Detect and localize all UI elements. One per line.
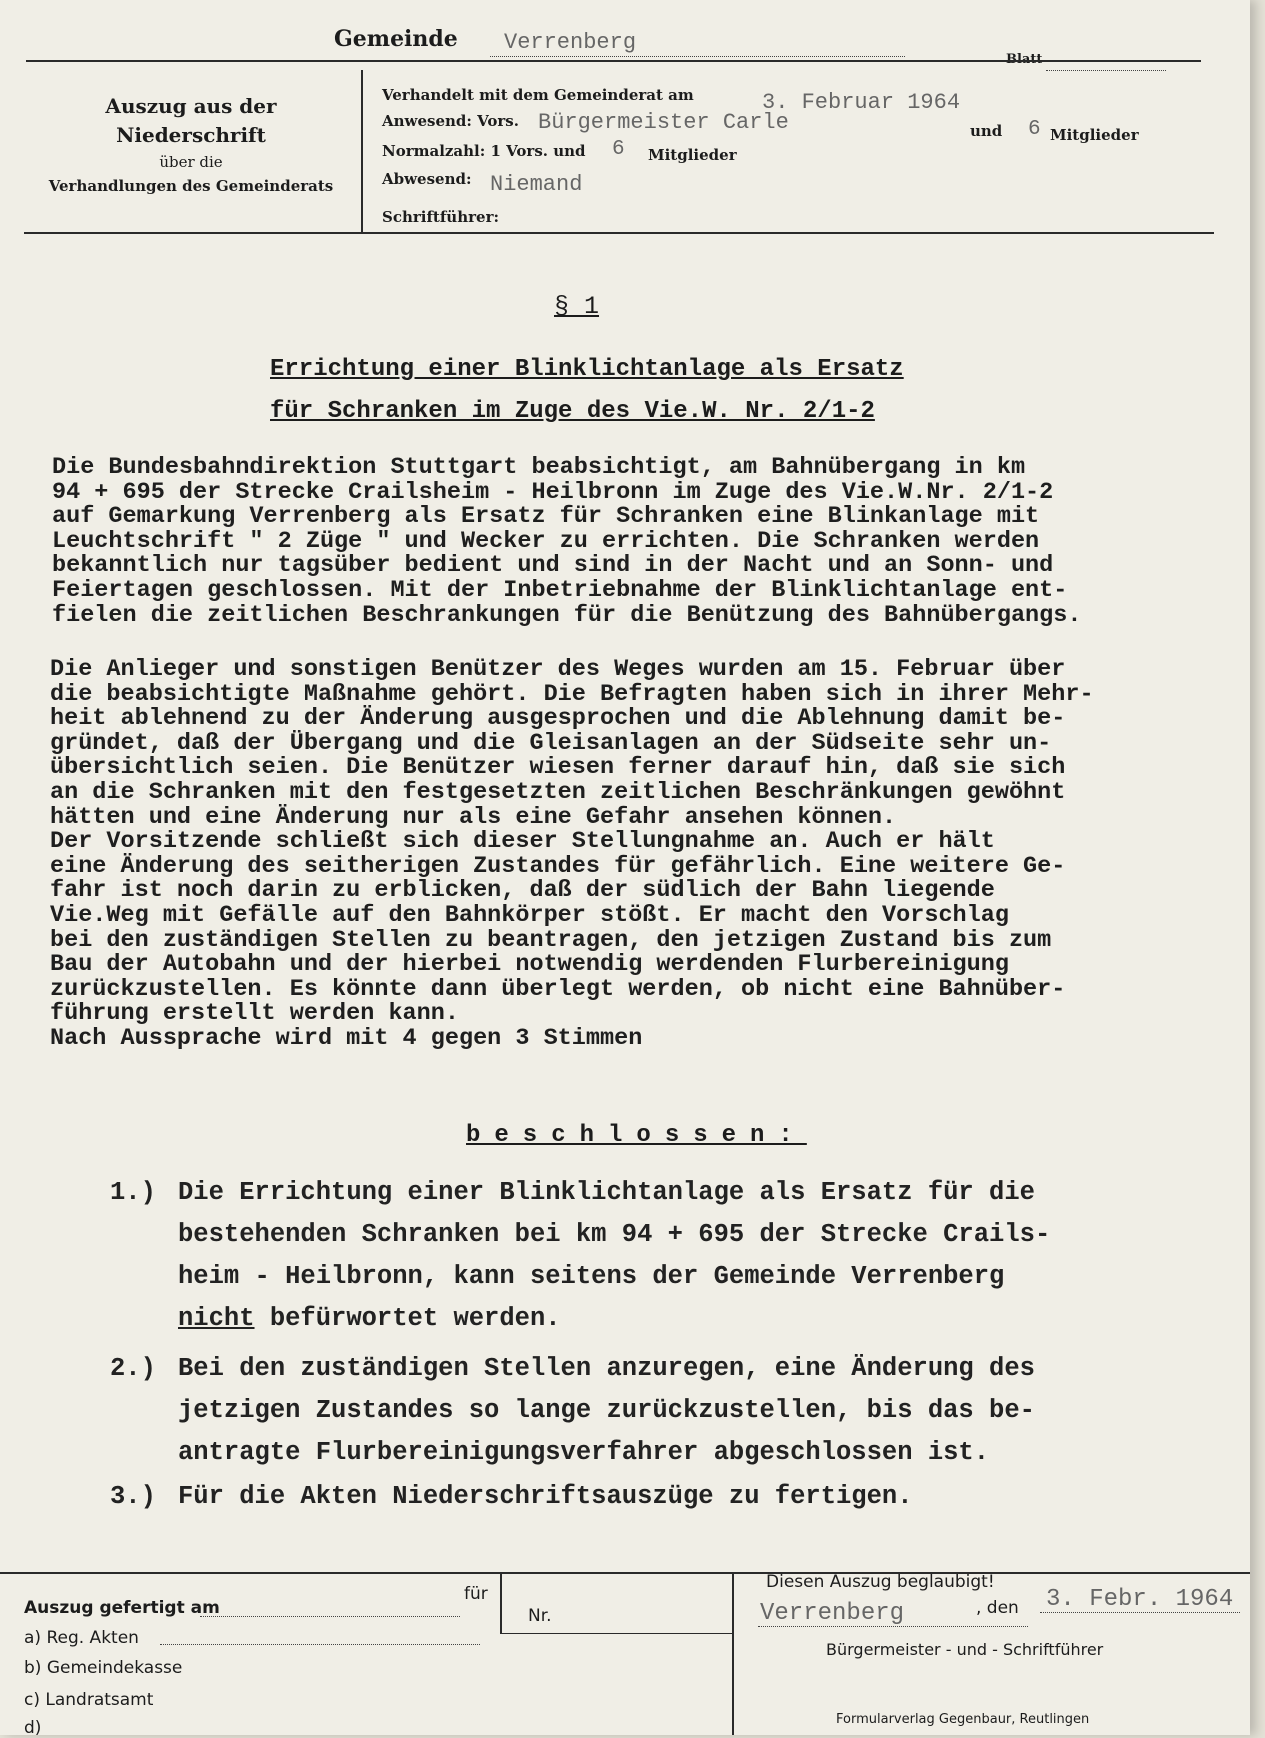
- members-count: 6: [1028, 118, 1041, 141]
- text-line: auf Gemarkung Verrenberg als Ersatz für Schranken eine Blinkanlage mit: [52, 503, 1040, 531]
- underlined-word: nicht: [178, 1304, 255, 1333]
- item-text: [178, 1172, 1178, 1340]
- verhandelt-date: 3. Februar 1964: [762, 90, 961, 115]
- header-top-rule: [26, 60, 1201, 62]
- resolution-item-2: [110, 1348, 1190, 1478]
- text-line: heit ablehnend zu der Änderung ausgesprochen und die Ablehnung damit be-: [50, 705, 1066, 733]
- excerpt-title-4: Verhandlungen des Gemeinderats: [48, 177, 334, 195]
- auszug-dotted-line: [200, 1616, 460, 1617]
- item-line: Bei den zuständigen Stellen anzuregen, eine Änderung des: [178, 1354, 1035, 1383]
- verhandelt-label: Verhandelt mit dem Gemeinderat am: [382, 86, 694, 104]
- schriftfuehrer-label: Schriftführer:: [382, 208, 500, 226]
- text-line: hätten und eine Änderung nur als eine Gefahr ansehen können.: [50, 803, 897, 831]
- resolution-heading: beschlossen:: [466, 1122, 807, 1149]
- mitglieder-label: Mitglieder: [1050, 126, 1139, 144]
- item-line-rest: befürwortet werden.: [254, 1304, 561, 1333]
- item-line: Die Errichtung einer Blinklichtanlage als Ersatz für die: [178, 1178, 1035, 1207]
- publisher-imprint: Formularverlag Gegenbaur, Reutlingen: [836, 1712, 1090, 1727]
- normalzahl-mitglieder: Mitglieder: [648, 146, 737, 164]
- item-line: antragte Flurbereinigungsverfahrer abgeschlossen ist.: [178, 1438, 990, 1467]
- footer-divider-2: [732, 1574, 734, 1735]
- abwesend-value: Niemand: [490, 172, 583, 197]
- text-line: Feiertagen geschlossen. Mit der Inbetriebnahme der Blinklichtanlage ent-: [52, 576, 1068, 604]
- item-line: bestehenden Schranken bei km 94 + 695 der Strecke Crails-: [178, 1220, 1051, 1249]
- item-number: 2.): [110, 1354, 156, 1383]
- header-bottom-rule: [24, 232, 1214, 234]
- excerpt-title-box: [26, 92, 356, 198]
- blatt-dotted-line: [1046, 70, 1166, 71]
- text-line: Nach Aussprache wird mit 4 gegen 3 Stimmen: [50, 1024, 643, 1052]
- text-line: an die Schranken mit den festgesetzten zeitlichen Beschränkungen gewöhnt: [50, 778, 1066, 806]
- normalzahl-label: Normalzahl: 1 Vors. und: [382, 142, 586, 160]
- section-number: § 1: [554, 292, 600, 321]
- und-label: und: [970, 122, 1003, 140]
- item-number: 3.): [110, 1482, 156, 1511]
- text-line: Die Anlieger und sonstigen Benützer des Weges wurden am 15. Februar über: [50, 656, 1066, 683]
- text-line: führung erstellt werden kann.: [50, 1000, 459, 1028]
- footer-top-rule: [0, 1572, 1250, 1574]
- date-value: 3. Febr. 1964: [1046, 1586, 1234, 1613]
- text-line: Der Vorsitzende schließt sich dieser Stellungnahme an. Auch er hält: [50, 828, 995, 856]
- resolution-item-1: [110, 1172, 1190, 1347]
- paragraph-1: [52, 456, 1212, 628]
- gemeinde-dotted-line: [490, 56, 905, 57]
- text-line: zurückzustellen. Es könnte dann überlegt werden, ob nicht eine Bahnüber-: [50, 975, 1066, 1003]
- text-line: übersichtlich seien. Die Benützer wiesen ferner darauf hin, daß sie sich: [50, 754, 1066, 782]
- item-line-last: [178, 1298, 1178, 1340]
- den-label: , den: [976, 1598, 1019, 1618]
- text-line: Vie.Weg mit Gefälle auf den Bahnkörper stößt. Er macht den Vorschlag: [50, 901, 1009, 929]
- item-line: Für die Akten Niederschriftsauszüge zu fertigen.: [178, 1482, 913, 1511]
- text-line: Die Bundesbahndirektion Stuttgart beabsichtigt, am Bahnübergang in km: [52, 454, 1026, 481]
- nr-label: Nr.: [528, 1606, 552, 1626]
- distribution-a: a) Reg. Akten: [24, 1628, 139, 1648]
- abwesend-label: Abwesend:: [382, 170, 472, 188]
- text-line: eine Änderung des seitherigen Zustandes für gefährlich. Eine weitere Ge-: [50, 852, 1066, 880]
- auszug-gefertigt-label: Auszug gefertigt am: [24, 1598, 220, 1618]
- signers-label: Bürgermeister - und - Schriftführer: [826, 1640, 1104, 1659]
- text-line: 94 + 695 der Strecke Crailsheim - Heilbronn im Zuge des Vie.W.Nr. 2/1-2: [52, 478, 1054, 506]
- normalzahl-count: 6: [612, 138, 625, 161]
- item-text: [178, 1348, 1178, 1474]
- date-dotted-line: [1040, 1612, 1240, 1613]
- text-line: die beabsichtigte Maßnahme gehört. Die Befragten haben sich in ihrer Mehr-: [50, 680, 1094, 708]
- beglaubigt-label: Diesen Auszug beglaubigt!: [766, 1572, 995, 1592]
- item-number: 1.): [110, 1178, 156, 1207]
- excerpt-title-1: Auszug aus der: [105, 94, 277, 118]
- item-line: jetzigen Zustandes so lange zurückzustellen, bis das be-: [178, 1396, 1035, 1425]
- text-line: bei den zuständigen Stellen zu beantragen, den jetzigen Zustand bis zum: [50, 926, 1052, 954]
- item-text: [178, 1476, 1178, 1518]
- item-line: heim - Heilbronn, kann seitens der Gemeinde Verrenberg: [178, 1262, 1005, 1291]
- place-dotted-line: [758, 1626, 1028, 1627]
- subject-line-1: Errichtung einer Blinklichtanlage als Ersatz: [270, 356, 904, 383]
- anwesend-value: Bürgermeister Carle: [538, 110, 789, 135]
- place-value: Verrenberg: [760, 1600, 905, 1627]
- footer-nr-rule: [500, 1633, 732, 1634]
- excerpt-title-2: Niederschrift: [116, 123, 266, 147]
- text-line: gründet, daß der Übergang und die Gleisanlagen an der Südseite sehr un-: [50, 729, 1052, 757]
- text-line: fielen die zeitlichen Beschrankungen für die Benützung des Bahnübergangs.: [52, 601, 1082, 629]
- footer-divider-1: [500, 1574, 502, 1634]
- resolution-item-3: [110, 1476, 1190, 1520]
- text-line: Leuchtschrift " 2 Züge " und Wecker zu errichten. Die Schranken werden: [52, 527, 1040, 555]
- distribution-c: c) Landratsamt: [24, 1690, 154, 1710]
- excerpt-title-3: über die: [159, 153, 223, 171]
- subject-line-2: für Schranken im Zuge des Vie.W. Nr. 2/1-2: [270, 398, 875, 425]
- gemeinde-label: Gemeinde: [334, 26, 458, 52]
- gemeinde-value: Verrenberg: [504, 30, 637, 55]
- distribution-d: d): [24, 1718, 42, 1738]
- text-line: Bau der Autobahn und der hierbei notwendig werdenden Flurbereinigung: [50, 951, 1009, 979]
- anwesend-label: Anwesend: Vors.: [382, 112, 519, 130]
- fuer-label: für: [464, 1584, 488, 1604]
- header-divider: [361, 70, 363, 234]
- text-line: bekanntlich nur tagsüber bedient und sind in der Nacht und an Sonn- und: [52, 552, 1054, 580]
- distribution-a-line: [160, 1644, 480, 1645]
- distribution-b: b) Gemeindekasse: [24, 1658, 183, 1678]
- text-line: fahr ist noch darin zu erblicken, daß der südlich der Bahn liegende: [50, 877, 995, 905]
- paragraph-2: [50, 658, 1210, 1052]
